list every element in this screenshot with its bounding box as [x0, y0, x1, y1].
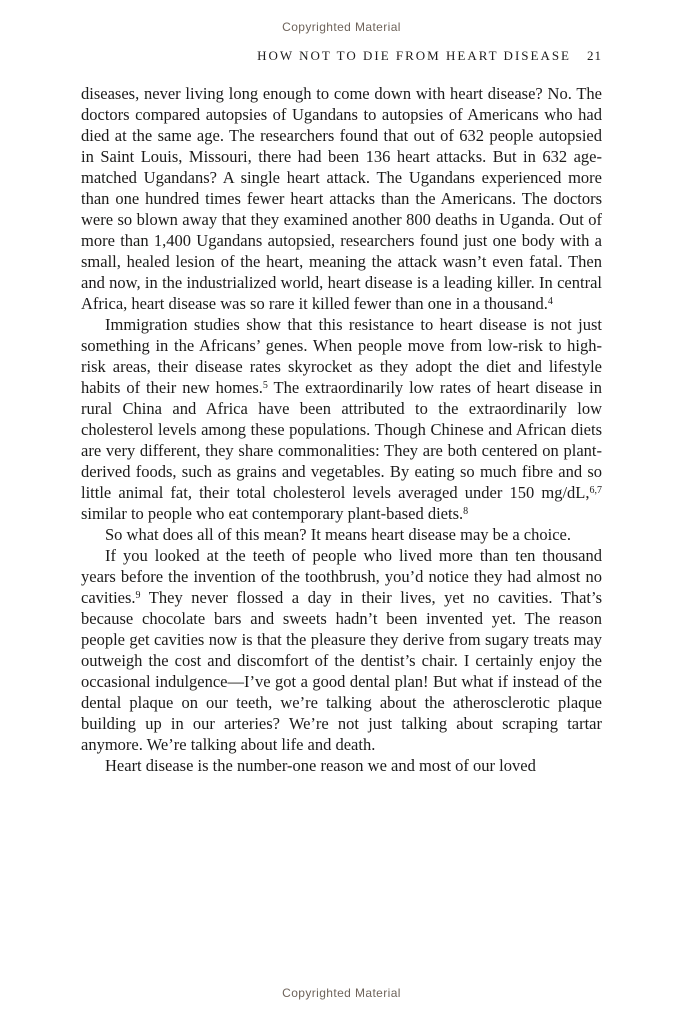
footnote-reference: 5	[262, 380, 268, 391]
footnote-reference: 4	[547, 296, 553, 307]
paragraph	[81, 755, 602, 776]
paragraph	[81, 314, 602, 524]
page-number: 21	[587, 48, 602, 63]
paragraph	[81, 83, 602, 314]
copyright-notice-bottom: Copyrighted Material	[282, 986, 401, 1000]
running-header	[81, 48, 602, 64]
paragraph-text: If you looked at the teeth of people who lived more than ten thousand years before the invention of the toothbrush, you’d notice they had almost no cavities.	[81, 546, 602, 607]
paragraph-text: Heart disease is the number-one reason we and most of our loved	[105, 756, 536, 775]
paragraph	[81, 545, 602, 755]
paragraph-text: diseases, never living long enough to come down with heart disease? No. The doctors compared autopsies of Ugandans to autopsies of Americans who had died at the same age. The researchers found that out of 632 people autopsied in Saint Louis, Missouri, there had been 136 heart attacks. But in 632 age-matched Ugandans? A single heart attack. The Ugandans experienced more than one hundred times fewer heart attacks than the Americans. The doctors were so blown away that they examined another 800 deaths in Uganda. Out of more than 1,400 Ugandans autopsied, researchers found just one body with a small, healed lesion of the heart, meaning the attack wasn’t even fatal. Then and now, in the industrialized world, heart disease is a leading killer. In central Africa, heart disease was so rare it killed fewer than one in a thousand.	[81, 84, 602, 313]
paragraph-text: They never flossed a day in their lives, yet no cavities. That’s because chocolate bars and sweets hadn’t been invented yet. The reason people get cavities now is that the pleasure they derive from sugary treats may outweigh the cost and discomfort of the dentist’s chair. I certainly enjoy the occasional indulgence—I’ve got a good dental plan! But what if instead of the dental plaque on our teeth, we’re talking about the atherosclerotic plaque building up in our arteries? We’re not just talking about scraping tartar anymore. We’re talking about life and death.	[81, 588, 602, 754]
copyright-notice-top: Copyrighted Material	[282, 20, 401, 34]
footnote-reference: 9	[135, 590, 141, 601]
paragraph-text: The extraordinarily low rates of heart disease in rural China and Africa have been attributed to the extraordinarily low cholesterol levels among these populations. Though Chinese and African diets are very different, they share commonalities: They are both centered on plant-derived foods, such as grains and vegetables. By eating so much fibre and so little animal fat, their total cholesterol levels averaged under 150 mg/dL,	[81, 378, 602, 502]
paragraph-text: So what does all of this mean? It means heart disease may be a choice.	[105, 525, 571, 544]
footnote-reference: 6,7	[589, 485, 602, 496]
page-body	[81, 83, 602, 776]
running-header-title: HOW NOT TO DIE FROM HEART DISEASE	[257, 48, 571, 63]
paragraph-text: similar to people who eat contemporary plant-based diets.	[81, 504, 464, 523]
footnote-reference: 8	[463, 506, 469, 517]
paragraph	[81, 524, 602, 545]
paragraph-text: Immigration studies show that this resistance to heart disease is not just something in the Africans’ genes. When people move from low-risk to high-risk areas, their disease rates skyrocket as they adopt the diet and lifestyle habits of their new homes.	[81, 315, 602, 397]
